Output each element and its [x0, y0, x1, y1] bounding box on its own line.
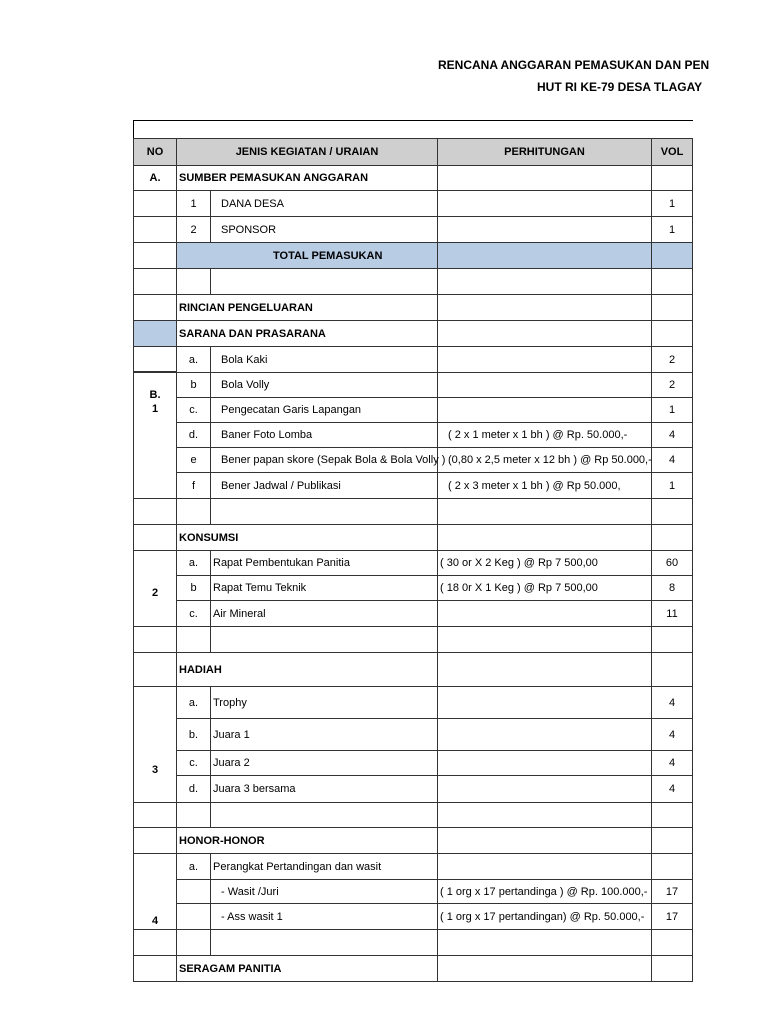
item-number: e	[177, 448, 211, 473]
item-name: Pengecatan Garis Lapangan	[211, 398, 438, 423]
header-no: NO	[133, 139, 177, 165]
item-number: b.	[177, 719, 211, 751]
table-row	[133, 347, 693, 373]
item-name: Juara 2	[211, 751, 438, 776]
honor-no: 4	[133, 904, 177, 929]
item-name: Rapat Pembentukan Panitia	[211, 551, 438, 576]
item-vol: 1	[652, 191, 693, 216]
item-calc	[438, 373, 652, 398]
item-name: Juara 3 bersama	[211, 776, 438, 802]
table-row	[133, 880, 693, 904]
item-number: d.	[177, 776, 211, 802]
item-vol: 2	[652, 347, 693, 372]
item-number: c.	[177, 751, 211, 776]
item-vol: 1	[652, 473, 693, 498]
item-number: c.	[177, 601, 211, 626]
item-name: Rapat Temu Teknik	[211, 576, 438, 601]
total-income-row	[133, 243, 693, 269]
table-row	[133, 473, 693, 499]
item-number: c.	[177, 398, 211, 423]
item-vol: 4	[652, 751, 693, 776]
section-a-title: SUMBER PEMASUKAN ANGGARAN	[179, 172, 369, 184]
item-name: Bener Jadwal / Publikasi	[211, 473, 438, 498]
item-name: Juara 1	[211, 719, 438, 751]
seragam-title: SERAGAM PANITIA	[179, 962, 282, 975]
section-a-no: A.	[133, 166, 177, 190]
table-left-border	[133, 120, 134, 138]
hadiah-no: 3	[133, 751, 177, 776]
section-b-no: B.	[133, 373, 177, 398]
item-number: a.	[177, 854, 211, 880]
table-row	[133, 448, 693, 473]
empty-row	[133, 499, 693, 525]
item-name: Perangkat Pertandingan dan wasit	[211, 854, 438, 880]
item-number: 2	[177, 217, 211, 242]
empty-row	[133, 930, 693, 956]
konsumsi-title: KONSUMSI	[179, 531, 239, 544]
item-calc: ( 2 x 3 meter x 1 bh ) @ Rp 50.000,	[438, 473, 652, 498]
table-row	[133, 751, 693, 776]
item-number: b	[177, 373, 211, 398]
table-row	[133, 854, 693, 880]
item-name: Bola Kaki	[211, 347, 438, 372]
item-calc	[438, 398, 652, 423]
item-name: Trophy	[211, 687, 438, 719]
rincian-title: RINCIAN PENGELUARAN	[179, 301, 313, 314]
table-row	[133, 576, 693, 601]
item-name: SPONSOR	[211, 217, 438, 242]
table-top-border	[133, 120, 693, 121]
document-subtitle: HUT RI KE-79 DESA TLAGAY	[537, 80, 703, 94]
item-calc	[438, 347, 652, 372]
honor-title: HONOR-HONOR	[179, 834, 265, 847]
item-vol: 4	[652, 448, 693, 473]
item-vol: 60	[652, 551, 693, 576]
konsumsi-row	[133, 525, 693, 551]
hadiah-row	[133, 653, 693, 687]
item-vol: 17	[652, 904, 693, 929]
table-row	[133, 373, 693, 401]
table-row	[133, 191, 693, 217]
document-title: RENCANA ANGGARAN PEMASUKAN DAN PEN	[438, 58, 710, 72]
item-vol: 17	[652, 880, 693, 904]
item-name: Bola Volly	[211, 373, 438, 398]
item-calc: ( 2 x 1 meter x 1 bh ) @ Rp. 50.000,-	[438, 423, 652, 448]
hadiah-title: HADIAH	[179, 663, 222, 676]
item-name: Bener papan skore (Sepak Bola & Bola Volly )	[211, 448, 438, 473]
header-vol: VOL	[652, 139, 693, 165]
item-vol: 8	[652, 576, 693, 601]
item-calc: (0,80 x 2,5 meter x 12 bh ) @ Rp 50.000,-	[438, 448, 652, 473]
header-perhitungan: PERHITUNGAN	[438, 139, 652, 165]
budget-table	[133, 138, 693, 982]
item-number: a.	[177, 551, 211, 576]
item-name: DANA DESA	[211, 191, 438, 216]
item-vol: 2	[652, 373, 693, 398]
sarana-title: SARANA DAN PRASARANA	[179, 327, 326, 340]
table-row	[133, 687, 693, 719]
table-row	[133, 423, 693, 448]
konsumsi-no: 2	[133, 576, 177, 601]
section-b-sub-no: 1	[133, 398, 177, 423]
rincian-row	[133, 295, 693, 321]
sarana-row	[133, 321, 693, 347]
seragam-row	[133, 956, 693, 982]
honor-row	[133, 828, 693, 854]
empty-row	[133, 269, 693, 295]
table-row	[133, 551, 693, 576]
section-a-row	[133, 166, 693, 191]
item-calc: ( 30 or X 2 Keg ) @ Rp 7 500,00	[438, 551, 652, 576]
item-calc: ( 1 org x 17 pertandingan) @ Rp. 50.000,-	[438, 904, 652, 929]
item-number: b	[177, 576, 211, 601]
item-vol: 4	[652, 423, 693, 448]
item-name: - Ass wasit 1	[211, 904, 438, 929]
item-number: 1	[177, 191, 211, 216]
table-row	[133, 904, 693, 930]
table-header-row	[133, 138, 693, 166]
table-row	[133, 398, 693, 423]
item-number: d.	[177, 423, 211, 448]
item-calc: ( 18 0r X 1 Keg ) @ Rp 7 500,00	[438, 576, 652, 601]
table-row	[133, 719, 693, 751]
item-vol: 11	[652, 601, 693, 626]
item-vol: 4	[652, 687, 693, 719]
item-number: f	[177, 473, 211, 498]
table-row	[133, 776, 693, 803]
table-row	[133, 601, 693, 627]
item-calc: ( 1 org x 17 pertandinga ) @ Rp. 100.000,-	[438, 880, 652, 904]
item-number: a.	[177, 347, 211, 372]
empty-row	[133, 627, 693, 653]
total-income-label: TOTAL PEMASUKAN	[177, 243, 438, 268]
item-name: Baner Foto Lomba	[211, 423, 438, 448]
header-jenis: JENIS KEGIATAN / URAIAN	[177, 139, 438, 165]
item-vol: 1	[652, 398, 693, 423]
item-vol: 4	[652, 719, 693, 751]
item-vol: 4	[652, 776, 693, 802]
item-name: Air Mineral	[211, 601, 438, 626]
empty-row	[133, 803, 693, 828]
item-name: - Wasit /Juri	[211, 880, 438, 904]
table-row	[133, 217, 693, 243]
item-number: a.	[177, 687, 211, 719]
item-vol: 1	[652, 217, 693, 242]
